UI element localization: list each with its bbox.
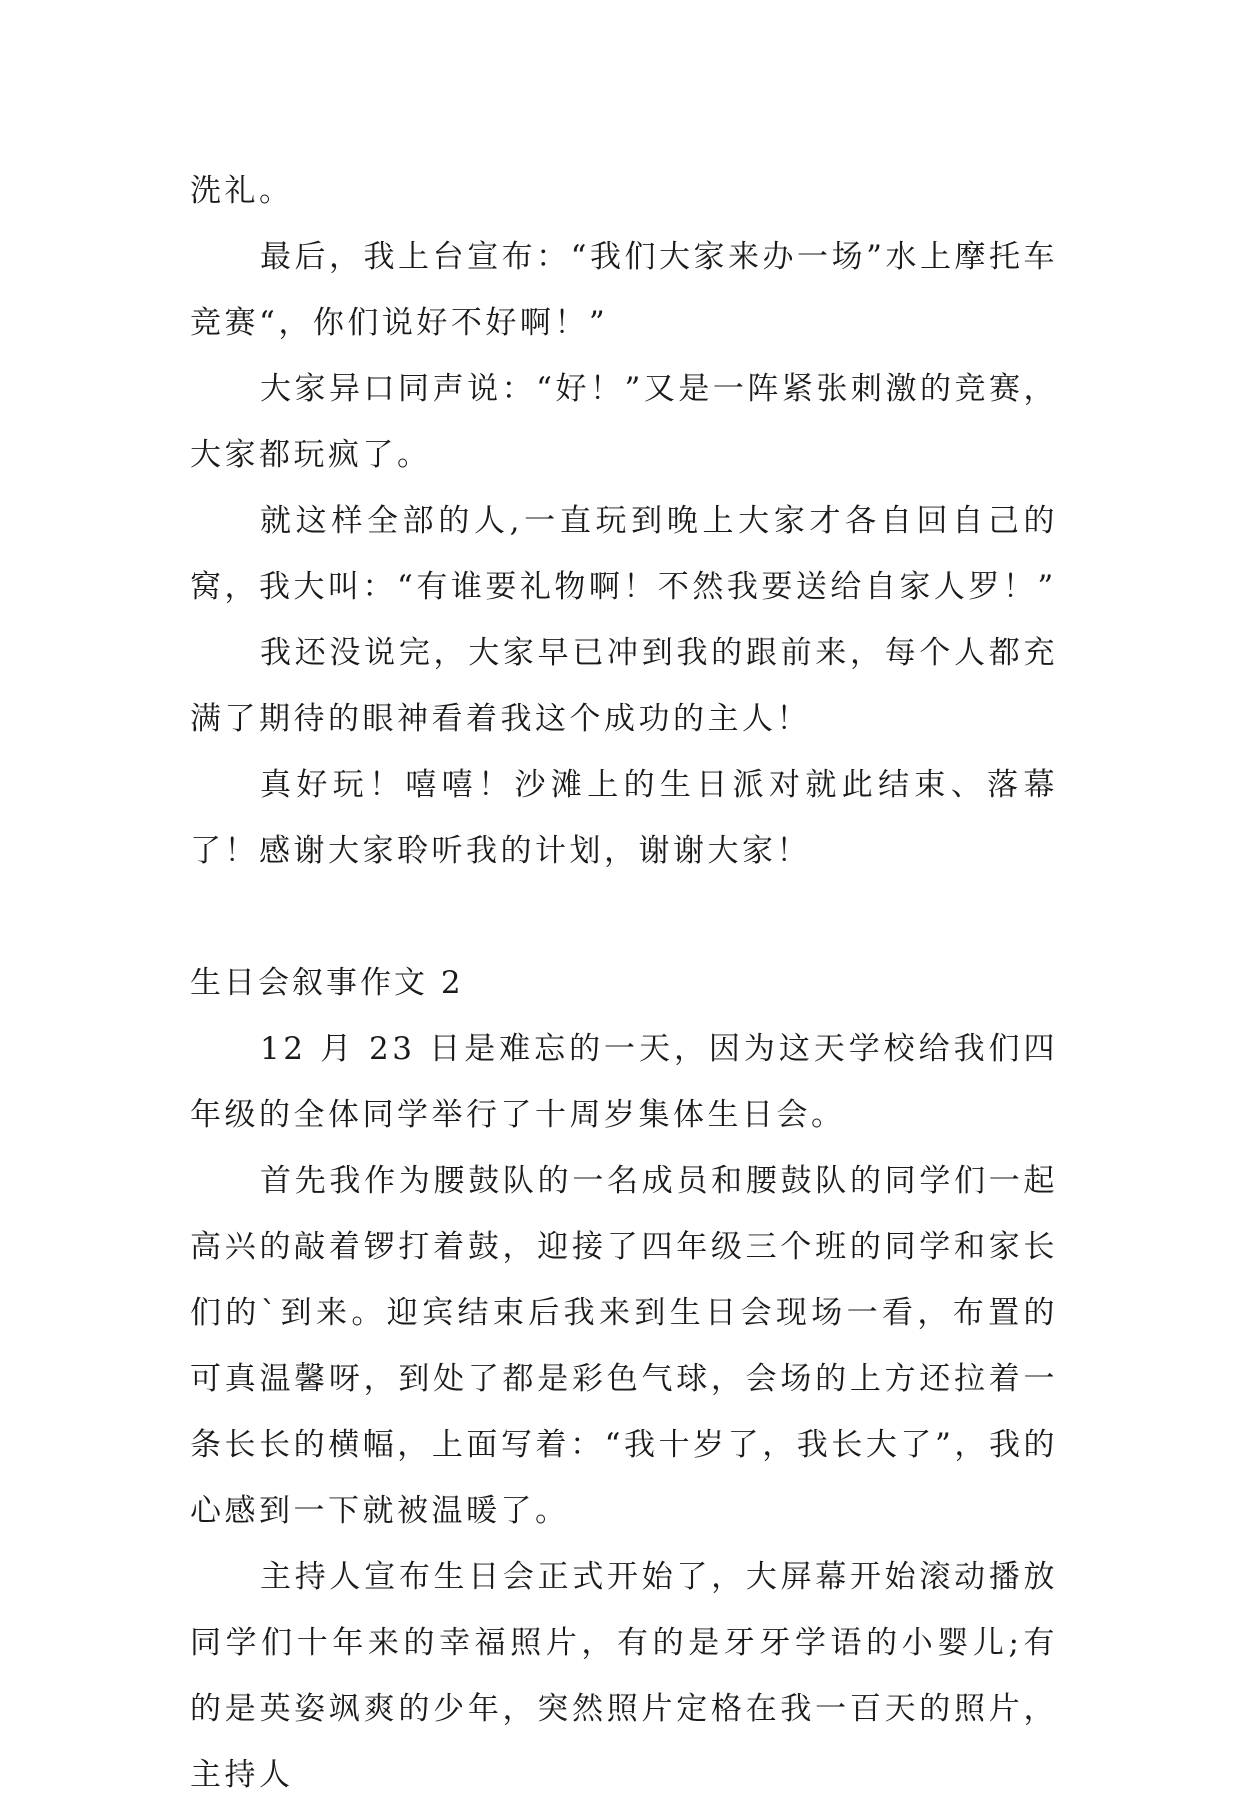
paragraph-drum-team: 首先我作为腰鼓队的一名成员和腰鼓队的同学们一起高兴的敲着锣打着鼓，迎接了四年级三个班的同学和家长们的`到来。迎宾结束后我来到生日会现场一看，布置的可真温馨呀，到处了都是彩色气球，会场的上方还拉着一条长长的横幅，上面写着：“我十岁了，我长大了”，我的心感到一下就被温暖了。 <box>190 1163 1058 1529</box>
section-title: 生日会叙事作文 2 <box>190 965 464 1001</box>
paragraph-date: 12 月 23 日是难忘的一天，因为这天学校给我们四年级的全体同学举行了十周岁集体生日会。 <box>190 1031 1058 1133</box>
paragraph-reply: 大家异口同声说：“好！”又是一阵紧张刺激的竞赛，大家都玩疯了。 <box>190 371 1058 473</box>
document-page <box>190 158 1058 1808</box>
paragraph-announcement: 最后，我上台宣布：“我们大家来办一场”水上摩托车竞赛“，你们说好不好啊！” <box>190 239 1058 341</box>
paragraph-evening: 就这样全部的人,一直玩到晚上大家才各自回自己的窝，我大叫：“有谁要礼物啊！不然我要送给自家人罗！” <box>190 503 1058 605</box>
paragraph-ending: 真好玩！嘻嘻！沙滩上的生日派对就此结束、落幕了！感谢大家聆听我的计划，谢谢大家！ <box>190 767 1058 869</box>
section-gap <box>190 884 1058 950</box>
paragraph-gifts: 我还没说完，大家早已冲到我的跟前来，每个人都充满了期待的眼神看着我这个成功的主人！ <box>190 635 1058 737</box>
paragraph-continuation: 洗礼。 <box>190 173 294 209</box>
paragraph-host: 主持人宣布生日会正式开始了，大屏幕开始滚动播放同学们十年来的幸福照片，有的是牙牙学语的小婴儿;有的是英姿飒爽的少年，突然照片定格在我一百天的照片，主持人 <box>190 1559 1058 1793</box>
